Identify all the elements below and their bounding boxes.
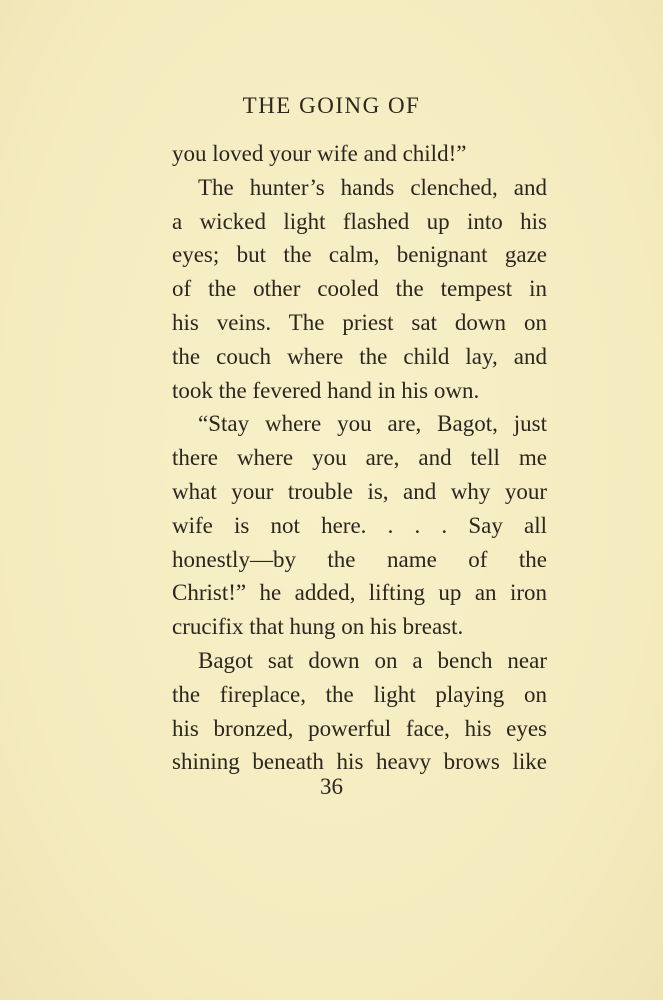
body-text bbox=[172, 137, 547, 779]
text-line: the couch where the child lay, and bbox=[172, 343, 547, 369]
text-line: the fireplace, the light playing on bbox=[172, 681, 547, 707]
text-line: took the fevered hand in his own. bbox=[172, 377, 480, 403]
text-line: wife is not here. . . . Say all bbox=[172, 512, 547, 538]
text-line: a wicked light flashed up into his bbox=[172, 208, 547, 234]
text-line: his veins. The priest sat down on bbox=[172, 309, 547, 335]
text-line: The hunter’s hands clenched, and bbox=[198, 174, 547, 200]
text-line: there where you are, and tell me bbox=[172, 445, 547, 471]
text-line: Christ!” he added, lifting up an iron bbox=[172, 580, 547, 606]
text-line: shining beneath his heavy brows like bbox=[172, 749, 547, 775]
page-number: 36 bbox=[320, 774, 343, 799]
text-line: his bronzed, powerful face, his eyes bbox=[172, 715, 547, 741]
text-line: eyes; but the calm, benignant gaze bbox=[172, 242, 547, 268]
text-line: you loved your wife and child!” bbox=[172, 141, 467, 166]
text-line: what your trouble is, and why your bbox=[172, 478, 547, 504]
text-line: Bagot sat down on a bench near bbox=[198, 647, 547, 673]
running-head: THE GOING OF bbox=[242, 93, 421, 118]
text-line: of the other cooled the tempest in bbox=[172, 276, 547, 302]
text-line: crucifix that hung on his breast. bbox=[172, 614, 464, 640]
text-line: honestly—by the name of the bbox=[172, 546, 547, 572]
text-line: “Stay where you are, Bagot, just bbox=[198, 411, 547, 437]
